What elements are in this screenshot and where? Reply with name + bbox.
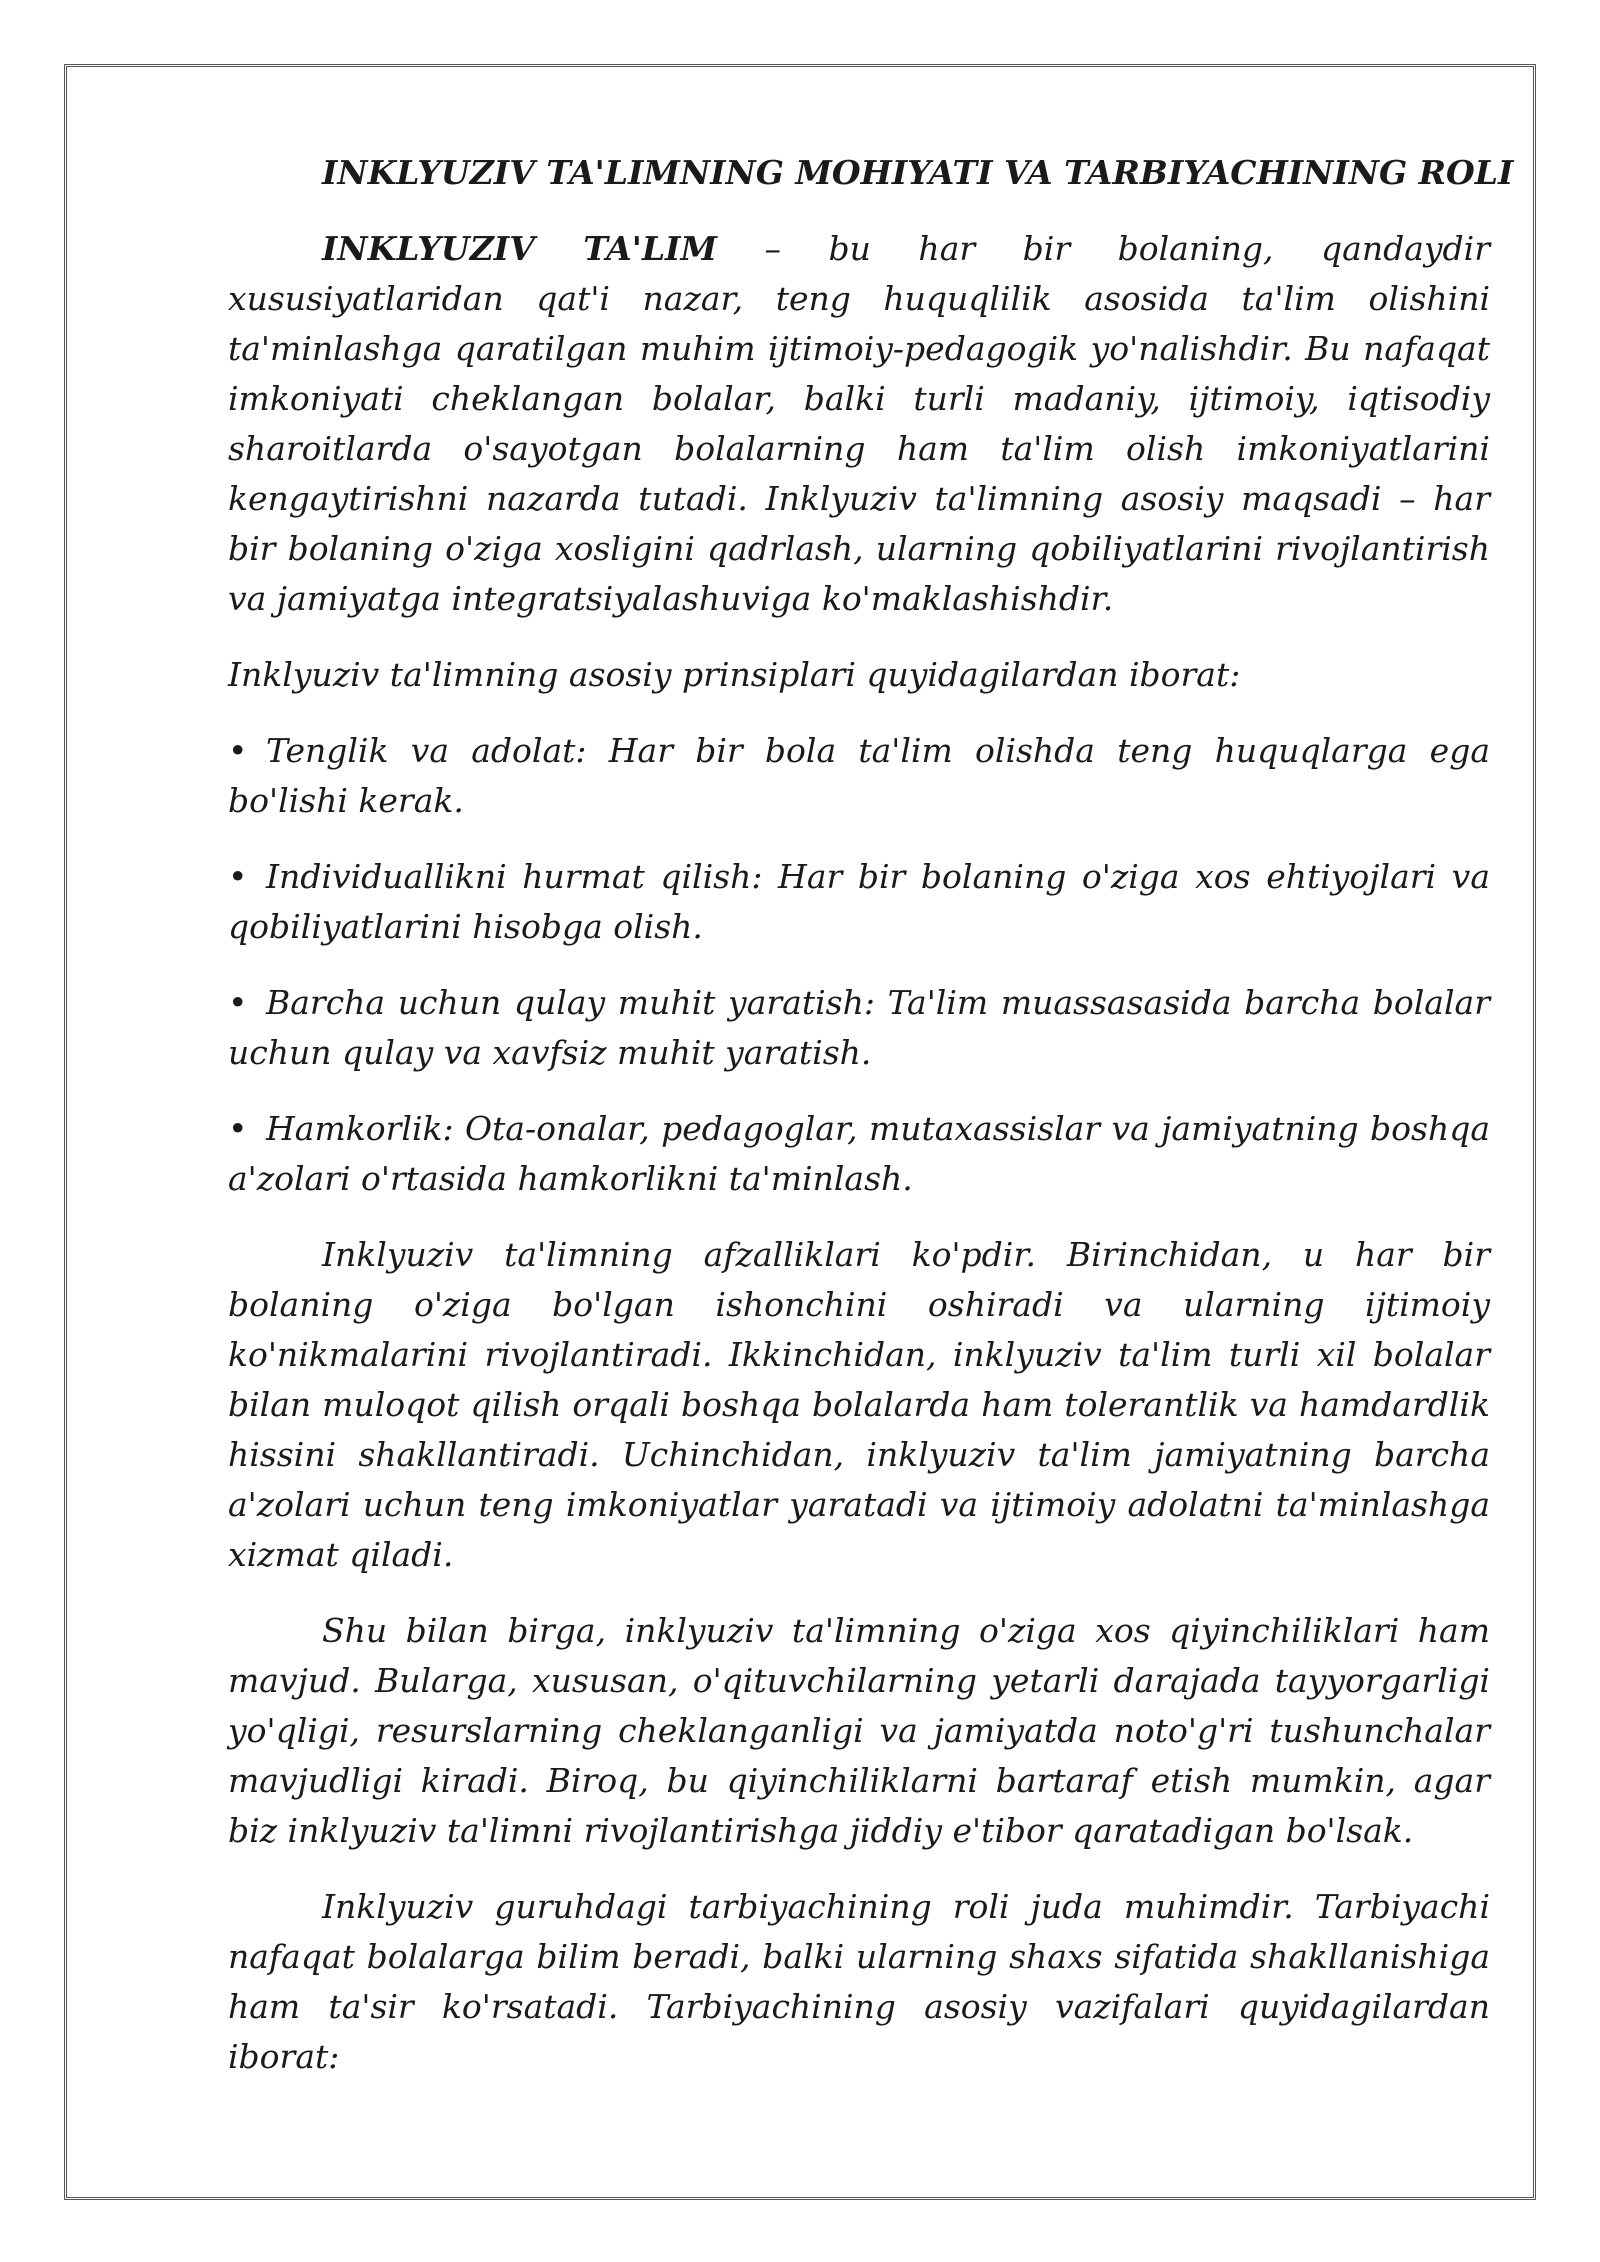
list-item: [228, 1104, 1490, 1204]
bullet-icon: •: [228, 731, 248, 770]
principles-intro: Inklyuziv ta'limning asosiy prinsiplari quyidagilardan iborat:: [228, 655, 1241, 694]
intro-text: – bu har bir bolaning, qandaydir xususiyatlaridan qat'i nazar, teng huquqlilik asosida ta'lim olishini ta'minlashga qaratilgan muhim ijtimoiy-pedagogik yo'nalishdir. Bu nafaqat imkoniyati cheklangan bolalar, balki turli madaniy, ijtimoiy, iqtisodiy sharoitlarda o'sayotgan bolalarning ham ta'lim olish imkoniyatlarini kengaytirishni nazarda tutadi. Inklyuziv ta'limning asosiy maqsadi – har bir bolaning o'ziga xosligini qadrlash, ularning qobiliyatlarini rivojlantirish va jamiyatga integratsiyalashuviga ko'maklashishdir.: [228, 229, 1490, 618]
intro-term: INKLYUZIV TA'LIM: [322, 229, 717, 268]
document-title: INKLYUZIV TA'LIMNING MOHIYATI VA TARBIYACHINING ROLI: [322, 153, 1514, 192]
bullet-icon: •: [228, 857, 248, 896]
principle-text: Individuallikni hurmat qilish: Har bir bolaning o'ziga xos ehtiyojlari va qobiliyatlarini hisobga olish.: [228, 857, 1490, 946]
bullet-icon: •: [228, 983, 248, 1022]
document-body: [228, 148, 1514, 2108]
principle-text: Barcha uchun qulay muhit yaratish: Ta'lim muassasasida barcha bolalar uchun qulay va xavfsiz muhit yaratish.: [228, 983, 1490, 1072]
principle-text: Hamkorlik: Ota-onalar, pedagoglar, mutaxassislar va jamiyatning boshqa a'zolari o'rtasida hamkorlikni ta'minlash.: [228, 1109, 1490, 1198]
list-item: [228, 852, 1490, 952]
challenges-paragraph: Shu bilan birga, inklyuziv ta'limning o'ziga xos qiyinchiliklari ham mavjud. Bularga, xususan, o'qituvchilarning yetarli darajada tayyorgarligi yo'qligi, resurslarning cheklanganligi va jamiyatda noto'g'ri tushunchalar mavjudligi kiradi. Biroq, bu qiyinchiliklarni bartaraf etish mumkin, agar biz inklyuziv ta'limni rivojlantirishga jiddiy e'tibor qaratadigan bo'lsak.: [228, 1611, 1490, 1850]
list-item: [228, 978, 1490, 1078]
bullet-icon: •: [228, 1109, 248, 1148]
advantages-paragraph: Inklyuziv ta'limning afzalliklari ko'pdir. Birinchidan, u har bir bolaning o'ziga bo'lgan ishonchini oshiradi va ularning ijtimoiy ko'nikmalarini rivojlantiradi. Ikkinchidan, inklyuziv ta'lim turli xil bolalar bilan muloqot qilish orqali boshqa bolalarda ham tolerantlik va hamdardlik hissini shakllantiradi. Uchinchidan, inklyuziv ta'lim jamiyatning barcha a'zolari uchun teng imkoniyatlar yaratadi va ijtimoiy adolatni ta'minlashga xizmat qiladi.: [228, 1235, 1490, 1574]
principle-text: Tenglik va adolat: Har bir bola ta'lim olishda teng huquqlarga ega bo'lishi kerak.: [228, 731, 1490, 820]
list-item: [228, 726, 1490, 826]
teacher-role-paragraph: Inklyuziv guruhdagi tarbiyachining roli juda muhimdir. Tarbiyachi nafaqat bolalarga bilim beradi, balki ularning shaxs sifatida shakllanishiga ham ta'sir ko'rsatadi. Tarbiyachining asosiy vazifalari quyidagilardan iborat:: [228, 1887, 1490, 2076]
intro-paragraph: [228, 224, 1490, 624]
